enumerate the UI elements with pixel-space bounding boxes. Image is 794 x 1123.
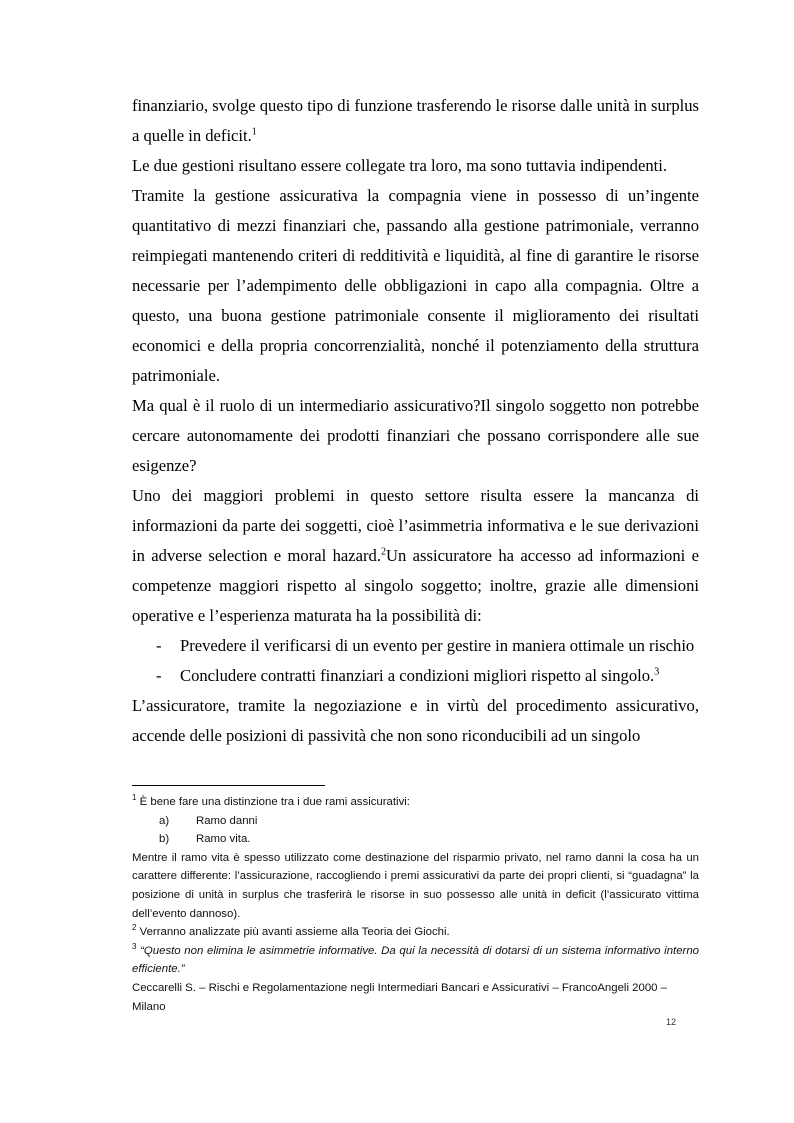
footnote-1-body: Mentre il ramo vita è spesso utilizzato come destinazione del risparmio privato, nel ramo danni la cosa ha un carattere differente: l’assicurazione, raccogliendo i premi assicurativi da parte dei propri clienti, si “guadagna” la posizione di unità in surplus che trasferirà le risorse in suo possesso alle unità in deficit (l’assicurato vittima dell’evento dannoso). xyxy=(132,851,699,920)
paragraph-2: Le due gestioni risultano essere collegate tra loro, ma sono tuttavia indipendenti. xyxy=(132,156,667,175)
list-marker: b) xyxy=(159,833,170,846)
footnote-1-marker: 1 xyxy=(132,793,137,803)
footnote-1-intro-text: È bene fare una distinzione tra i due rami assicurativi: xyxy=(139,796,410,808)
footnote-3 xyxy=(132,942,699,979)
footnote-3-quote: “Questo non elimina le asimmetrie informative. Da qui la necessità di dotarsi di un sistema informativo interno efficiente.” xyxy=(132,944,699,976)
paragraph-1 xyxy=(132,91,699,151)
footnote-2 xyxy=(132,923,699,942)
paragraph-3: Tramite la gestione assicurativa la compagnia viene in possesso di un’ingente quantitativo di mezzi finanziari che, passando alla gestione patrimoniale, verranno reimpiegati mantenendo criteri di redditività e liquidità, al fine di garantire le risorse necessarie per l’adempimento delle obbligazioni in capo alla compagnia. Oltre a questo, una buona gestione patrimoniale consente il miglioramento dei risultati economici e della propria concorrenzialità, nonché il potenziamento della struttura patrimoniale. xyxy=(132,186,699,385)
footnote-ref-2[interactable]: 2 xyxy=(381,546,386,558)
bullet-dash: - xyxy=(156,636,162,655)
footnote-1-intro xyxy=(132,793,699,812)
bullet-dash: - xyxy=(156,666,162,685)
list-marker: a) xyxy=(159,814,170,827)
paragraph-4: Ma qual è il ruolo di un intermediario assicurativo?Il singolo soggetto non potrebbe cercare autonomamente dei prodotti finanziari che possano corrispondere alle sue esigenze? xyxy=(132,396,699,475)
page-number: 12 xyxy=(666,1017,677,1027)
paragraph-5-text-b: Un assicuratore ha accesso ad informazioni e competenze maggiori rispetto al singolo soggetto; inoltre, grazie alle dimensioni operative e l’esperienza maturata ha la possibilità di: xyxy=(132,546,699,625)
list-item-text: Ramo danni xyxy=(196,814,258,827)
footnote-2-text: Verranno analizzate più avanti assieme alla Teoria dei Giochi. xyxy=(139,926,450,939)
paragraph-6: L’assicuratore, tramite la negoziazione e in virtù del procedimento assicurativo, accende delle posizioni di passività che non sono riconducibili ad un singolo xyxy=(132,696,699,745)
list-item-text: Ramo vita. xyxy=(196,833,251,846)
footnote-list-item xyxy=(132,812,699,831)
bullet-item xyxy=(132,631,699,661)
footnote-ref-1[interactable]: 1 xyxy=(251,126,257,138)
paragraph-5 xyxy=(132,481,699,631)
bullet-text: Concludere contratti finanziari a condizioni migliori rispetto al singolo. xyxy=(180,666,655,685)
footnote-ref-3[interactable]: 3 xyxy=(654,666,660,678)
footnote-2-marker: 2 xyxy=(132,923,137,933)
footnote-1-list xyxy=(132,812,699,849)
paragraph-1-text: finanziario, svolge questo tipo di funzione trasferendo le risorse dalle unità in surplus a quelle in deficit. xyxy=(132,96,699,145)
footnote-3-marker: 3 xyxy=(132,941,137,951)
paragraph-5-text-a: Uno dei maggiori problemi in questo settore risulta essere la mancanza di informazioni da parte dei soggetti, cioè l’asimmetria informativa e le sue derivazioni in adverse selection e moral hazard. xyxy=(132,486,699,565)
footnote-separator xyxy=(132,785,325,786)
body-text xyxy=(132,91,699,751)
footnote-list-item xyxy=(132,830,699,849)
bullet-list xyxy=(132,631,699,691)
bullet-item xyxy=(132,661,699,691)
footnote-3-citation: Ceccarelli S. – Rischi e Regolamentazione negli Intermediari Bancari e Assicurativi – FrancoAngeli 2000 – Milano xyxy=(132,981,667,1013)
bullet-text: Prevedere il verificarsi di un evento per gestire in maniera ottimale un rischio xyxy=(180,636,695,655)
footnotes xyxy=(132,793,699,1016)
